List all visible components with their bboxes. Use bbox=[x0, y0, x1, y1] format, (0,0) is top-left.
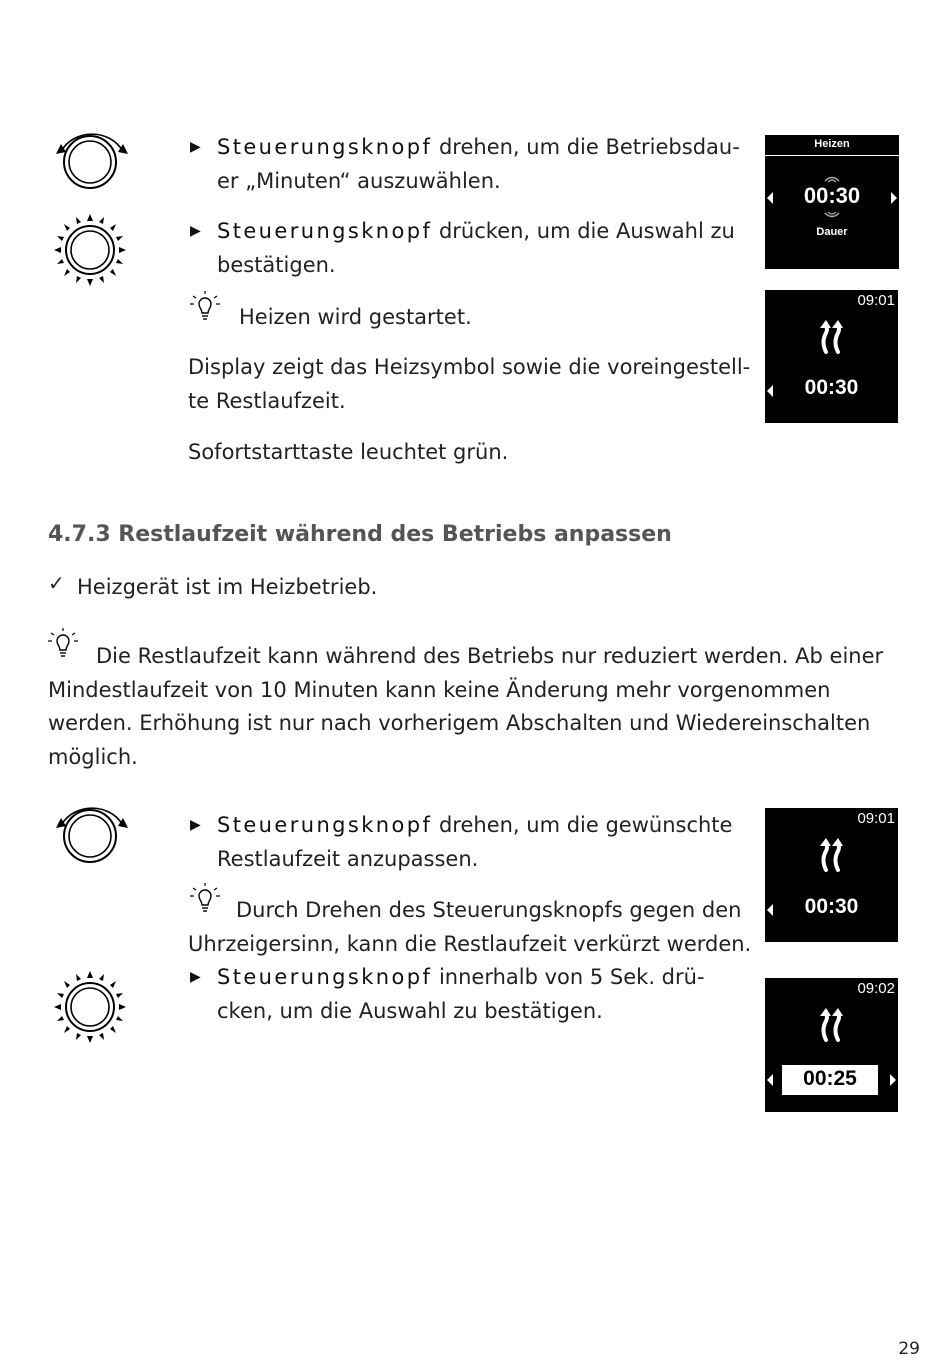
step-rest: innerhalb von 5 Sek. drü- bbox=[432, 965, 705, 989]
heat-icon bbox=[817, 320, 847, 356]
paragraph: Display zeigt das Heizsymbol sowie die voreingestell- bbox=[188, 355, 751, 379]
tip-text: möglich. bbox=[48, 745, 138, 769]
step-text-line2: cken, um die Auswahl zu bestätigen. bbox=[217, 999, 603, 1023]
tip-text: Die Restlaufzeit kann während des Betriebs nur reduziert werden. Ab einer bbox=[96, 644, 884, 668]
display-heating bbox=[765, 808, 898, 942]
step-rest: drehen, um die Betriebsdau- bbox=[432, 135, 740, 159]
step-text bbox=[217, 808, 732, 842]
step-text-line2: er „Minuten“ auszuwählen. bbox=[217, 169, 501, 193]
display-clock: 09:01 bbox=[857, 810, 895, 827]
display-subtitle: Dauer bbox=[816, 226, 848, 238]
tip-text: Mindestlaufzeit von 10 Minuten kann keine Änderung mehr vorgenommen bbox=[48, 678, 831, 702]
page-number: 29 bbox=[898, 1339, 920, 1359]
lightbulb-icon bbox=[46, 627, 80, 661]
tip-text: Heizen wird gestartet. bbox=[239, 305, 472, 329]
bullet-arrow-icon: ▶ bbox=[190, 139, 201, 155]
display-heating bbox=[765, 290, 898, 423]
display-heating-adjust bbox=[765, 978, 898, 1112]
keyword: Steuerungsknopf bbox=[217, 813, 433, 837]
bullet-arrow-icon: ▶ bbox=[190, 817, 201, 833]
heat-icon bbox=[817, 838, 847, 874]
checkmark-icon: ✓ bbox=[48, 571, 65, 595]
up-wave-icon bbox=[822, 173, 842, 183]
tip-text: Uhrzeigersinn, kann die Restlaufzeit verkürzt werden. bbox=[188, 932, 752, 956]
step-text bbox=[217, 960, 705, 994]
tip-text: werden. Erhöhung ist nur nach vorherigem Abschalten und Wiedereinschalten bbox=[48, 711, 871, 735]
lightbulb-icon bbox=[188, 290, 222, 324]
display-time: 00:30 bbox=[804, 895, 859, 918]
paragraph: Sofortstarttaste leuchtet grün. bbox=[188, 440, 509, 464]
tip-text: Durch Drehen des Steuerungsknopfs gegen den bbox=[236, 898, 742, 922]
chevron-right-icon bbox=[890, 1074, 896, 1086]
step-text bbox=[217, 214, 735, 248]
rotate-knob-icon bbox=[52, 124, 132, 194]
display-time: 00:30 bbox=[804, 376, 859, 399]
step-rest: drücken, um die Auswahl zu bbox=[432, 219, 735, 243]
rotate-knob-icon bbox=[52, 798, 132, 868]
display-time: 00:25 bbox=[803, 1067, 857, 1090]
paragraph: te Restlaufzeit. bbox=[188, 389, 346, 413]
display-clock: 09:01 bbox=[857, 292, 895, 309]
section-heading: 4.7.3 Restlaufzeit während des Betriebs anpassen bbox=[48, 522, 672, 547]
keyword: Steuerungsknopf bbox=[217, 219, 433, 243]
step-text-line2: bestätigen. bbox=[217, 253, 336, 277]
step-text bbox=[217, 130, 740, 164]
display-clock: 09:02 bbox=[857, 980, 895, 997]
keyword: Steuerungsknopf bbox=[217, 965, 433, 989]
bullet-arrow-icon: ▶ bbox=[190, 969, 201, 985]
chevron-left-icon bbox=[767, 1074, 773, 1086]
display-title: Heizen bbox=[814, 138, 850, 150]
precondition-text: Heizgerät ist im Heizbetrieb. bbox=[77, 575, 378, 599]
down-wave-icon bbox=[822, 211, 842, 221]
display-duration bbox=[765, 135, 899, 269]
step-text-line2: Restlaufzeit anzupassen. bbox=[217, 847, 479, 871]
lightbulb-icon bbox=[188, 882, 222, 916]
heat-icon bbox=[817, 1008, 847, 1044]
press-knob-icon bbox=[50, 967, 130, 1047]
chevron-right-icon bbox=[891, 192, 897, 204]
step-rest: drehen, um die gewünschte bbox=[432, 813, 733, 837]
display-time: 00:30 bbox=[803, 183, 861, 208]
press-knob-icon bbox=[50, 210, 130, 290]
bullet-arrow-icon: ▶ bbox=[190, 223, 201, 239]
keyword: Steuerungsknopf bbox=[217, 135, 433, 159]
